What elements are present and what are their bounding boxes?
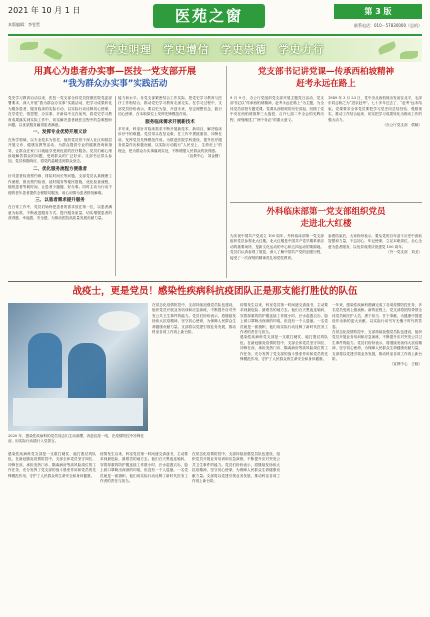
article-mid-column: [118, 96, 222, 276]
masthead-title: 医苑之窗: [174, 7, 243, 25]
page-editor: 本版编辑：李雯哲: [8, 22, 40, 27]
article-title-line2: 走进北大红楼: [300, 219, 352, 229]
article-title-line1: 外科临床部第一党支部组织党员: [266, 207, 386, 217]
paragraph: 疫情发生以来，科室党员第一时间递交请战书，主动要求到最危险、最艰苦的地方去。他们白天黑夜连轴转，穿着厚重的防护服连续工作数小时，汗水湿透衣衫，脸上被口罩勒出深深的印痕，但没有一个人退缩。一名党员就是一面旗帜，他们用实际行动诠释了新时代医务工作者的责任与担当。: [240, 303, 328, 335]
byline: （宣教中心 刘金钢）: [186, 154, 222, 159]
section-heading: 服务临床需求开展新技术: [145, 119, 195, 125]
article-right-top-col2: [328, 96, 422, 200]
banner-slogan: 学史明理 学史增信 学史崇德 学史力行: [105, 44, 325, 56]
article-right-bottom-col1: [230, 234, 324, 278]
article-left-column: [8, 96, 112, 276]
header-divider: [8, 34, 422, 36]
surgical-lamp-shape: [98, 311, 140, 331]
paragraph: 9 月 9 日，办公厅党组织党支部开展主题党日活动，党支部书记以“传承西柏坡精神，赶考永远在路上”为主题，为全体党员讲授专题党课。党课从西柏坡的历史讲起，回顾了党中央在西柏坡指挥三大战役、召开七届二中全会的光辉历程，深刻阐述了“两个务必”的重大意义。: [230, 96, 324, 122]
section-heading: 二、优化服务流程方便患者: [33, 166, 87, 172]
column-divider: [115, 96, 116, 276]
hospital-bed-shape: [13, 398, 143, 426]
paragraph: 为庆祝中国共产党成立 100 周年，外科临床部第一党支部组织党员参观北大红楼。北大红楼是中国共产党早期革命活动的重要场所，是新文化运动的中心和五四运动的策源地。党员们认真参观了展览，深入了解中国共产党的创建历程，接受了一次深刻的精神洗礼和党性教育。: [230, 234, 324, 260]
paragraph: 一年来，感染性疾病科圆满完成了各项疫情防控任务，多名党员受到上级表彰。新的征程上，党支部将团结带领全体党员和医护人员，勇于担当、甘于奉献，为健康中国建设作出新的更大贡献，以实际行动书写无愧于时代的答卷。: [332, 303, 422, 329]
paragraph: 疫情发生以来，科室党员第一时间递交请战书，主动要求到最危险、最艰苦的地方去。他们白天黑夜连轴转，穿着厚重的防护服连续工作数小时，汗水湿透衣衫，脸上被口罩勒出深深的印痕，但没有一个人退缩。一名党员就是一面旗帜，他们用实际行动诠释了新时代医务工作者的责任与担当。: [100, 452, 188, 484]
paragraph: 在所学领域，以专业技术为依托，组织党员骨干深入社区和基层开展义诊、健康宣教等活动，为群众提供专业的健康咨询和指导，让群众在家门口就能享受到优质的医疗服务。党员们耐心细致地解答群众的问题，受到群众的广泛好评。支部书记带头参加，党员积极响应，将党的温暖送到群众身边。: [8, 137, 112, 164]
paragraph: 在常态化疫情防控中，支部持续加强党员队伍建设，组织党员开展业务培训和应急演练，不断提升应对突发公共卫生事件的能力。党员们纷纷表示，将继续发扬伟大抗疫精神，坚守初心使命，为保障人民群众生命健康贡献力量。支部将以党建引领业务发展，推动科室各项工作再上新台阶。: [332, 330, 422, 362]
contact-phone: 联系电话：010－57830000（总机）: [354, 23, 422, 28]
paragraph: 在常态化疫情防控中，支部持续加强党员队伍建设，组织党员开展业务培训和应急演练，不断提升应对突发公共卫生事件的能力。党员们纷纷表示，将继续发扬伟大抗疫精神，坚守初心使命，为保障人民群众生命健康贡献力量。支部将以党建引领业务发展，推动科室各项工作再上新台阶。: [192, 452, 280, 484]
paragraph: 能力和水平。各党支部紧密结合工作实际，把党史学习教育与医疗工作相结合，推动党史学习教育走深走实。在学习过程中，支部党员纷纷表示，要以史为鉴、开创未来，坚定理想信念，践行初心使命，在本职岗位上发挥先锋模范作用。: [118, 96, 222, 117]
byline: （办公厅党支部 供稿）: [382, 123, 422, 128]
article-bottom-col2: [100, 452, 188, 612]
section-divider: [226, 66, 227, 278]
paragraph: 1949 年 3 月 23 日，党中央从西柏坡出发前往北平，毛泽东同志称之为“进京赶考”。七十多年过去了，“赶考”远未结束。党课要求全体党员要把学习党史同总结经验、观照现实、推动工作结合起来，切实把学习成果转化为推动工作的强大动力。: [328, 96, 422, 122]
article-title-line1: 用真心为患者办实事—医技一党支部开展: [33, 67, 196, 77]
photo-caption: 2020 年，感染性疾病科的党员同志们主动请缨，奔赴抗疫一线，在疫情防控中冲锋在前，用实际行动践行入党誓言。: [8, 434, 145, 444]
paragraph: 针对患者检查预约难、排队时间长等问题，支部党员认真梳理工作流程，推出预约检查、延时服务等便民措施，优化检查流程，缩短患者等候时间，让患者少跑腿、好办事。同时主动为行动不便的老年患者提供全程陪同服务，用心用情为患者排忧解难。: [8, 174, 112, 195]
paragraph: 感染性疾病科党支部是一支敢打硬仗、能打胜仗的队伍。在新冠肺炎疫情防控中，支部全体党员坚守岗位、冲锋在前，承担发热门诊、隔离病房等高风险岗位的工作任务，充分发挥了党支部的战斗堡垒作用和党员的先锋模范作用，守护了人民群众的生命安全和身体健康。: [8, 452, 96, 478]
article-title: 战疫士，更是党员！感染性疾病科抗疫团队正是那支能打胜仗的队伍: [72, 286, 358, 297]
article-title-line1: 党支部书记讲党课—传承西柏坡精神: [257, 67, 394, 77]
page-number-badge: 第 3 版: [334, 4, 422, 19]
paragraph: 感染性疾病科党支部是一支敢打硬仗、能打胜仗的队伍。在新冠肺炎疫情防控中，支部全体党员坚守岗位、冲锋在前，承担发热门诊、隔离病房等高风险岗位的工作任务，充分发挥了党支部的战斗堡垒作用和党员的先锋模范作用，守护了人民群众的生命安全和身体健康。: [240, 335, 328, 362]
issue-date: 2021 年 10 月 1 日: [8, 6, 81, 15]
news-photo: [8, 303, 148, 431]
paragraph: 党史学习教育启动以来，医技一党支部全体党员按照医院党委部署要求，深入开展“我为群众办实事”实践活动，把学习成果转化为服务患者、服务临床的实际行动，以实际行动诠释初心使命，在学党史、悟思想、办实事、开新局中走在前列，将党史学习教育成果落实到实际工作中，切实解决患者就医过程中的急难愁盼问题，以优质服务赢得患者满意。: [8, 96, 112, 128]
article-bottom-col5: [240, 303, 328, 611]
article-divider: [230, 202, 422, 203]
article-bottom-col3: [152, 303, 236, 451]
article-title-line2: 赶考永远在路上: [296, 79, 356, 89]
article-bottom-col6: [332, 303, 422, 611]
paragraph: 在常态化疫情防控中，支部持续加强党员队伍建设，组织党员开展业务培训和应急演练，不断提升应对突发公共卫生事件的能力。党员们纷纷表示，将继续发扬伟大抗疫精神，坚守初心使命，为保障人民群众生命健康贡献力量。支部将以党建引领业务发展，推动科室各项工作再上新台阶。: [152, 303, 236, 335]
article-red-building-visit: [230, 206, 422, 230]
paragraph: 在日常工作中，党员们始终把患者的需求放在第一位，以患者满意为标准，不断改进服务方式，提升服务质量，切实增强患者的获得感、幸福感、安全感，为推动医院高质量发展贡献力量。: [8, 205, 112, 221]
paragraph: 多年来，科室针对临床需求不断开展新技术、新项目，解决临床诊疗中的难题。党员带头攻坚克难，在工作中勇挑重担、冲锋在前，发挥党员先锋模范作用。为推进医院学科建设、提升医疗服务质量作出积极贡献，以实际行动践行“人民至上、生命至上”的理念，把为群众办实事落到实处，不断增强人民群众的获得感。: [118, 127, 222, 153]
article-party-lecture: [230, 66, 422, 90]
byline: （宣教中心 王晓）: [389, 362, 422, 367]
page-header: [8, 4, 422, 38]
article-title-line2: “我为群众办实事”实践活动: [62, 79, 168, 89]
article-bottom-col1: [8, 452, 96, 612]
article-infectious-disease-team: [8, 285, 422, 299]
paragraph: 参观结束后，大家纷纷表示，要从党的百年奋斗历史中汲取智慧和力量，不忘初心、牢记使命，立足本职岗位，全心全意为患者服务，以优异成绩庆祝建党 100 周年。: [328, 234, 422, 249]
article-right-bottom-col2: [328, 234, 422, 278]
medical-staff-figure: [28, 333, 62, 388]
section-heading: 一、发挥专业优势开展义诊: [33, 130, 87, 136]
masthead: [153, 4, 265, 28]
section-heading: 三、以患者需求提升服务: [35, 197, 85, 203]
byline: （外一党支部 刘戈）: [386, 250, 422, 255]
slogan-banner: [8, 38, 422, 62]
medical-staff-figure: [68, 343, 106, 403]
section-divider: [8, 281, 422, 282]
article-right-top-col1: [230, 96, 324, 200]
